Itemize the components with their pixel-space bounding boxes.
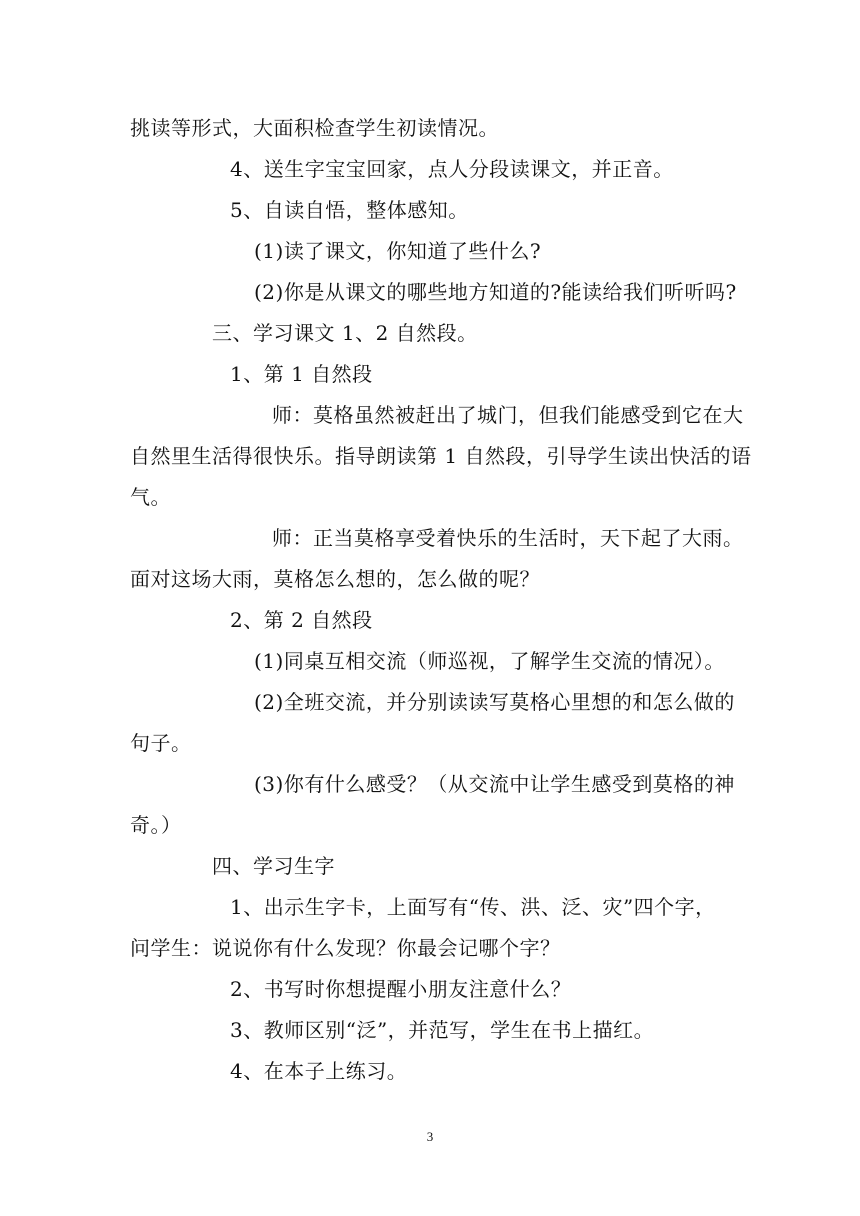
text-line: (1)读了课文，你知道了些什么?	[254, 239, 542, 263]
text-line: 师：正当莫格享受着快乐的生活时，天下起了大雨。	[272, 526, 744, 550]
text-line: 挑读等形式，大面积检查学生初读情况。	[130, 116, 499, 140]
text-line: 句子。	[130, 731, 192, 755]
section-heading: 四、学习生字	[212, 854, 335, 878]
text-line: (1)同桌互相交流（师巡视，了解学生交流的情况）。	[254, 649, 725, 673]
text-line: 5、自读自悟，整体感知。	[230, 198, 469, 222]
text-line: 1、出示生字卡，上面写有“传、洪、泛、灾”四个字，	[230, 895, 716, 919]
text-line: (2)全班交流，并分别读读写莫格心里想的和怎么做的	[254, 690, 735, 714]
text-line: 4、在本子上练习。	[230, 1059, 408, 1083]
text-line: 3、教师区别“泛”，并范写，学生在书上描红。	[230, 1018, 655, 1042]
text-line: 面对这场大雨，莫格怎么想的，怎么做的呢？	[130, 567, 540, 591]
text-line: 4、送生字宝宝回家，点人分段读课文，并正音。	[230, 157, 674, 181]
subsection-heading: 2、第 2 自然段	[230, 608, 373, 632]
text-line: 气。	[130, 485, 171, 509]
text-line: 自然里生活得很快乐。指导朗读第 1 自然段，引导学生读出快活的语	[130, 444, 752, 468]
text-line: (2)你是从课文的哪些地方知道的?能读给我们听听吗?	[254, 280, 737, 304]
text-line: 问学生：说说你有什么发现？你最会记哪个字？	[130, 936, 561, 960]
text-line: 师：莫格虽然被赶出了城门，但我们能感受到它在大	[272, 403, 744, 427]
text-line: 奇。）	[130, 813, 182, 837]
text-line: 2、书写时你想提醒小朋友注意什么？	[230, 977, 572, 1001]
page-number: 3	[426, 1129, 434, 1144]
subsection-heading: 1、第 1 自然段	[230, 362, 373, 386]
section-heading: 三、学习课文 1、2 自然段。	[212, 321, 478, 345]
text-line: (3)你有什么感受？（从交流中让学生感受到莫格的神	[254, 772, 735, 796]
